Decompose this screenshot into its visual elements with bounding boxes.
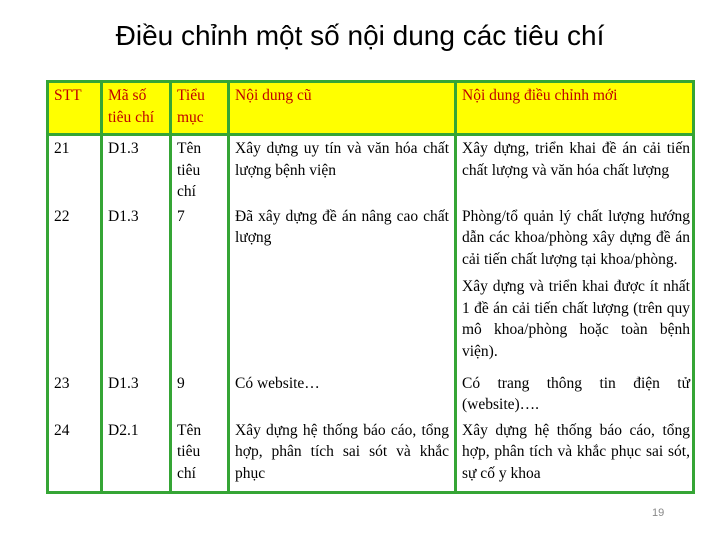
cell-noi-dung-cu: Có website… [229, 371, 456, 418]
cell-ma-so: D1.3 [102, 371, 171, 418]
header-tieu-muc: Tiểu mục [171, 82, 229, 135]
cell-stt: 23 [48, 371, 102, 418]
table-row [48, 135, 696, 204]
table-header-row [48, 82, 696, 135]
cell-ma-so: D1.3 [102, 135, 171, 204]
cell-noi-dung-moi [456, 418, 696, 491]
header-ma-so: Mã số tiêu chí [102, 82, 171, 135]
new-content-paragraph: Xây dựng và triển khai được ít nhất 1 đề án cải tiến chất lượng (trên quy mô khoa/phòng hoặc toàn bệnh viện). [462, 278, 690, 360]
table-row [48, 204, 696, 371]
page-title: Điều chỉnh một số nội dung các tiêu chí [115, 20, 605, 51]
criteria-table-frame [46, 80, 695, 494]
cell-noi-dung-cu: Xây dựng uy tín và văn hóa chất lượng bệnh viện [229, 135, 456, 204]
new-content-paragraph: Phòng/tổ quản lý chất lượng hướng dẫn các khoa/phòng xây dựng đề án cải tiến chất lượng tại khoa/phòng. [462, 207, 690, 268]
cell-stt: 22 [48, 204, 102, 371]
table-row [48, 418, 696, 491]
cell-noi-dung-moi [456, 135, 696, 204]
cell-noi-dung-moi [456, 204, 696, 371]
header-noi-dung-cu: Nội dung cũ [229, 82, 456, 135]
new-content-paragraph: Xây dựng hệ thống báo cáo, tổng hợp, phân tích và khắc phục sai sót, sự cố y khoa [462, 421, 690, 482]
criteria-table [46, 80, 695, 491]
cell-noi-dung-cu: Đã xây dựng đề án nâng cao chất lượng [229, 204, 456, 371]
cell-noi-dung-moi [456, 371, 696, 418]
cell-stt: 24 [48, 418, 102, 491]
cell-ma-so: D1.3 [102, 204, 171, 371]
table-row [48, 371, 696, 418]
cell-tieu-muc: 7 [171, 204, 229, 371]
new-content-paragraph: Có trang thông tin điện tử (website)…. [462, 374, 690, 413]
header-stt: STT [48, 82, 102, 135]
page-number: 19 [652, 507, 665, 519]
cell-tieu-muc: Tên tiêu chí [171, 135, 229, 204]
new-content-paragraph: Xây dựng, triển khai đề án cải tiến chất lượng và văn hóa chất lượng [462, 140, 690, 179]
cell-noi-dung-cu: Xây dựng hệ thống báo cáo, tổng hợp, phân tích sai sót và khắc phục [229, 418, 456, 491]
header-noi-dung-moi: Nội dung điều chỉnh mới [456, 82, 696, 135]
cell-ma-so: D2.1 [102, 418, 171, 491]
cell-stt: 21 [48, 135, 102, 204]
cell-tieu-muc: Tên tiêu chí [171, 418, 229, 491]
cell-tieu-muc: 9 [171, 371, 229, 418]
